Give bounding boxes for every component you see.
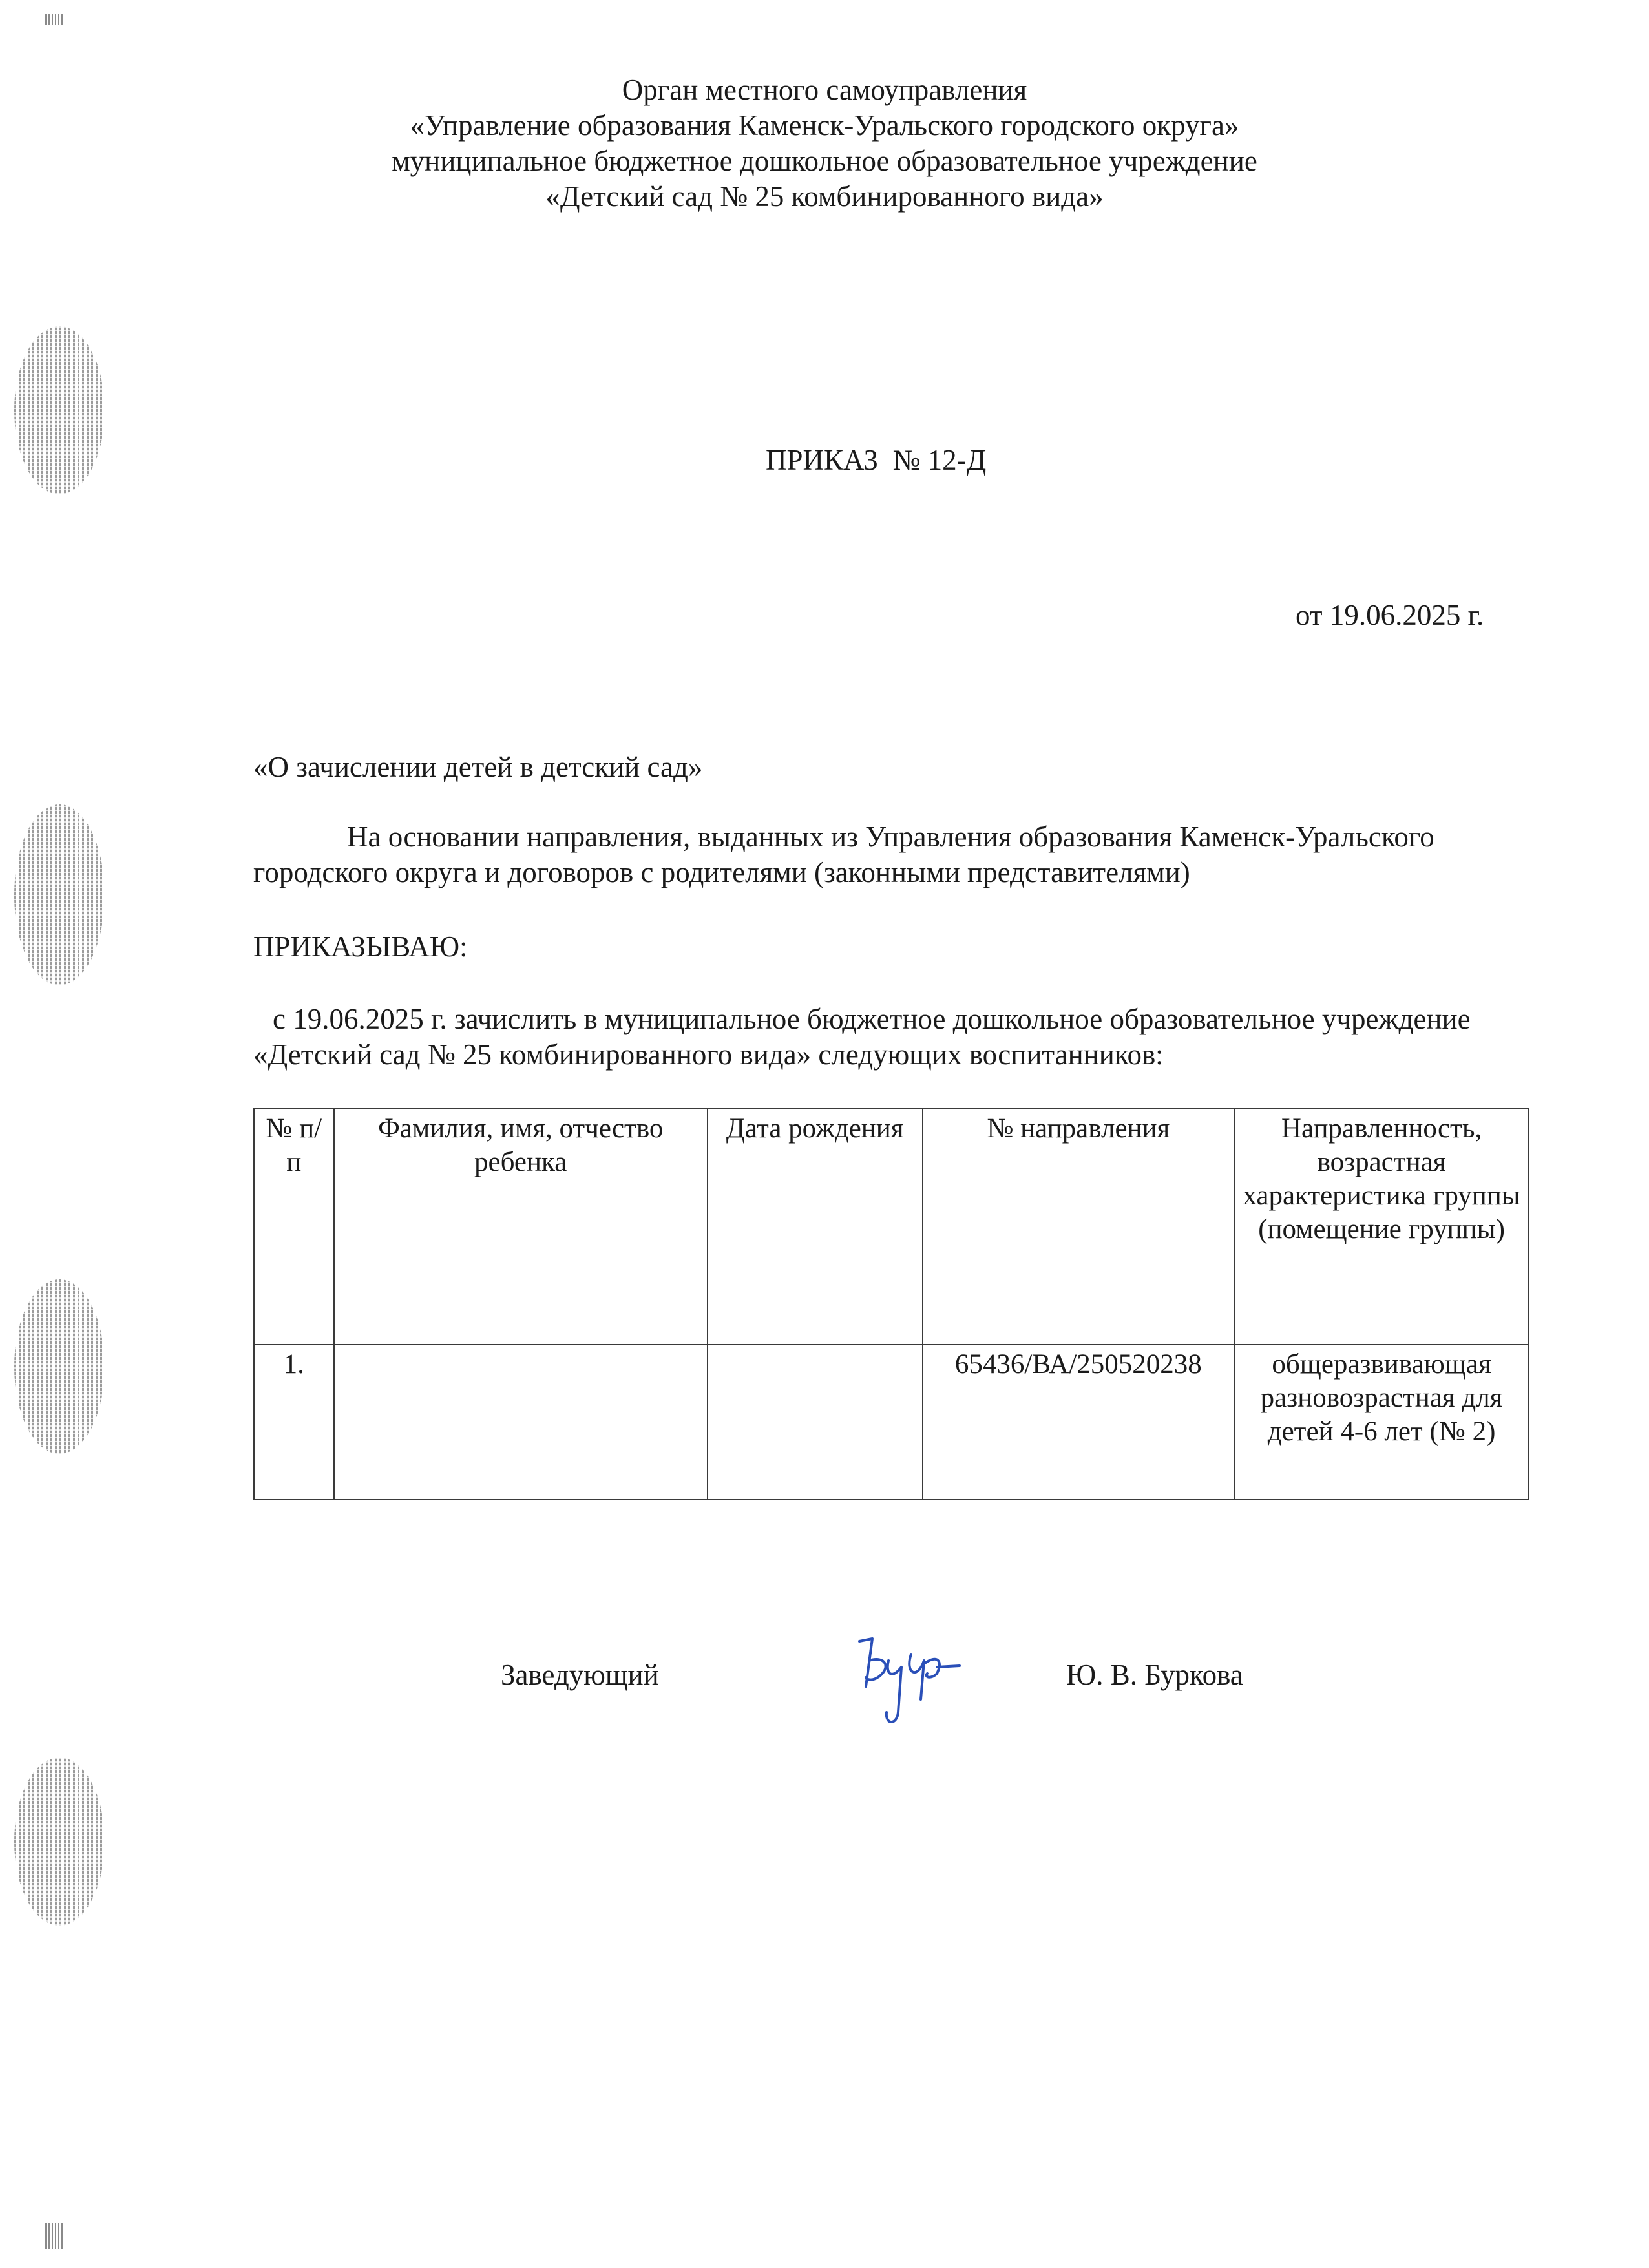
binder-hole-mark xyxy=(14,1279,105,1454)
header-child-name: Фамилия, имя, отчество ребенка xyxy=(334,1109,708,1345)
header-line-4: «Детский сад № 25 комбинированного вида» xyxy=(545,180,1104,213)
scan-artifact xyxy=(45,2223,65,2249)
order-title: ПРИКАЗ № 12-Д xyxy=(766,444,987,476)
cell-birth-date xyxy=(708,1345,923,1500)
binder-hole-mark xyxy=(14,326,105,494)
cell-child-name xyxy=(334,1345,708,1500)
organization-header xyxy=(0,72,1649,215)
header-number: № п/п xyxy=(254,1109,334,1345)
scan-artifact xyxy=(45,14,65,25)
header-line-1: Орган местного самоуправления xyxy=(622,74,1027,106)
cell-direction-number: 65436/ВА/250520238 xyxy=(923,1345,1235,1500)
cell-number: 1. xyxy=(254,1345,334,1500)
cell-group-info: общеразвивающая разновозрастная для детей 4-6 лет (№ 2) xyxy=(1234,1345,1529,1500)
enrollment-text: с 19.06.2025 г. зачислить в муниципальное бюджетное дошкольное образовательное учреждение «Детский сад № 25 комбинированного вида» следующих воспитанников: xyxy=(253,1003,1471,1071)
command-word: ПРИКАЗЫВАЮ: xyxy=(253,930,468,963)
binder-hole-mark xyxy=(14,804,105,985)
order-subject: «О зачислении детей в детский сад» xyxy=(253,751,703,783)
signature-block xyxy=(0,1644,1649,1748)
header-line-2: «Управление образования Каменск-Уральского городского округа» xyxy=(410,109,1239,142)
header-line-3: муниципальное бюджетное дошкольное образовательное учреждение xyxy=(392,145,1257,177)
order-date: от 19.06.2025 г. xyxy=(1296,599,1484,631)
signer-name: Ю. В. Буркова xyxy=(1066,1659,1243,1691)
table-header-row xyxy=(254,1109,1529,1345)
signer-role: Заведующий xyxy=(501,1659,659,1691)
header-direction-number: № направления xyxy=(923,1109,1235,1345)
handwritten-signature xyxy=(840,1615,969,1738)
binder-hole-mark xyxy=(14,1758,105,1926)
table-row xyxy=(254,1345,1529,1500)
basis-text: На основании направления, выданных из Управления образования Каменск-Уральского городского округа и договоров с родителями (законными представителями) xyxy=(253,821,1434,888)
header-birth-date: Дата рождения xyxy=(708,1109,923,1345)
pupils-table xyxy=(253,1108,1529,1500)
header-group-info: Направленность, возрастная характеристика группы (помещение группы) xyxy=(1234,1109,1529,1345)
enrollment-paragraph xyxy=(253,1002,1533,1073)
basis-paragraph xyxy=(253,819,1533,890)
